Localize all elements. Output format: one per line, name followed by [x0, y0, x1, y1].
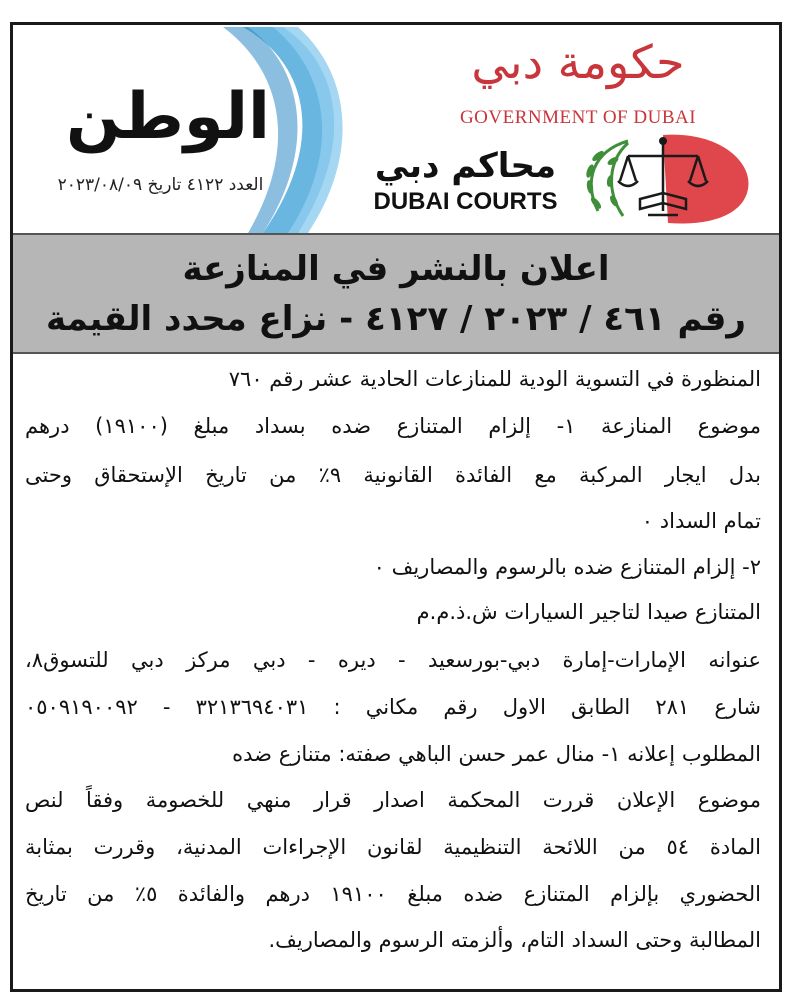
body-line: موضوع الإعلان قررت المحكمة اصدار قرار منهي للخصومة وفقاً لنص — [25, 788, 761, 812]
body-line: المنظورة في التسوية الودية للمنازعات الحادية عشر رقم ٧٦٠ — [228, 367, 761, 391]
body-line: ٢- إلزام المتنازع ضده بالرسوم والمصاريف ٠ — [373, 555, 761, 579]
government-english-logo: GOVERNMENT OF DUBAI — [459, 107, 697, 128]
newspaper-title: الوطن — [66, 80, 270, 154]
banner-case-number: رقم ٤٦١ / ٢٠٢٣ / ٤١٢٧ - نزاع محدد القيمة — [46, 299, 746, 339]
scales-of-justice-emblem-icon — [568, 131, 753, 226]
courts-arabic-name: محاكم دبي — [374, 146, 557, 186]
announcement-banner — [13, 233, 779, 354]
body-line: شارع ٢٨١ الطابق الاول رقم مكاني : ٣٢١٣٦٩٤٠٣١ - ٠٥٠٩١٩٠٠٩٢ — [25, 695, 761, 719]
body-line: المادة ٥٤ من اللائحة التنظيمية لقانون الإجراءات المدنية، وقررت بمثابة — [25, 835, 761, 859]
body-line: المتنازع صيدا لتاجير السيارات ش.ذ.م.م — [416, 600, 761, 624]
body-line: بدل ايجار المركبة مع الفائدة القانونية ٩٪ من تاريخ الإستحقاق وحتى — [25, 463, 761, 487]
body-line: الحضوري بإلزام المتنازع ضده مبلغ ١٩١٠٠ درهم والفائدة ٥٪ من تاريخ — [25, 882, 761, 906]
body-line: المطلوب إعلانه ١- منال عمر حسن الباهي صفته: متنازع ضده — [232, 742, 761, 766]
government-arabic-logo: حكومة دبي — [471, 35, 685, 89]
body-line: عنوانه الإمارات-إمارة دبي-بورسعيد - ديره - دبي مركز دبي للتسوق٨، — [25, 648, 761, 672]
banner-title: اعلان بالنشر في المنازعة — [182, 249, 610, 289]
issue-date-line: العدد ٤١٢٢ تاريخ ٢٠٢٣/٠٨/٠٩ — [57, 175, 264, 195]
body-line: المطالبة وحتى السداد التام، وألزمته الرسوم والمصاريف. — [268, 928, 761, 952]
body-line: موضوع المنازعة ١- إلزام المتنازع ضده بسداد مبلغ (١٩١٠٠) درهم — [25, 414, 761, 438]
courts-english-name: DUBAI COURTS — [373, 188, 558, 215]
body-line: تمام السداد ٠ — [641, 509, 761, 533]
header — [13, 25, 779, 235]
announcement-frame — [10, 22, 782, 992]
